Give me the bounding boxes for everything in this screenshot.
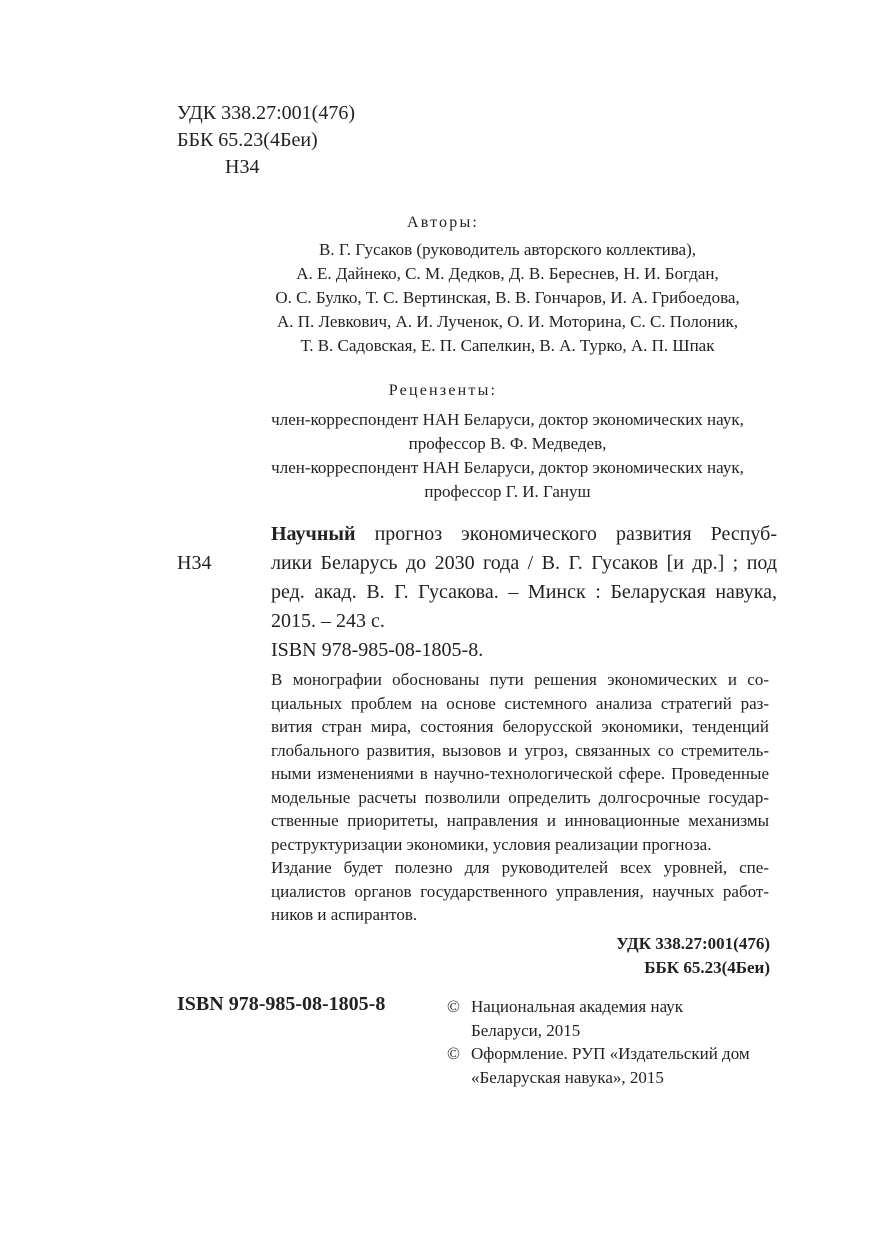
copyright-line: Беларуси, 2015 <box>471 1020 581 1040</box>
annotation-line: ственные приоритеты, направления и инновационные механизмы <box>271 811 769 830</box>
authors-heading: Авторы: <box>406 214 480 231</box>
bibliographic-description <box>271 520 777 636</box>
copyright-line: Национальная академия наук <box>471 997 684 1016</box>
footer-classification-codes <box>616 932 770 980</box>
annotation <box>271 668 769 927</box>
authors-list <box>140 238 875 358</box>
copyright-icon: © <box>447 1044 460 1063</box>
udk-code: УДК 338.27:001(476) <box>177 102 355 124</box>
footer-udk: УДК 338.27:001(476) <box>616 934 770 953</box>
author-line: А. Е. Дайнеко, С. М. Дедков, Д. В. Береснев, Н. И. Богдан, <box>296 264 719 283</box>
title-rest: прогноз экономического развития Респуб- <box>374 523 777 545</box>
bib-line-2: лики Беларусь до 2030 года / В. Г. Гусаков [и др.] ; под <box>271 552 777 574</box>
reviewer-line: профессор Г. И. Гануш <box>424 482 591 501</box>
author-line: А. П. Левкович, А. И. Лученок, О. И. Моторина, С. С. Полоник, <box>276 312 739 331</box>
author-line: О. С. Булко, Т. С. Вертинская, В. В. Гончаров, И. А. Грибоедова, <box>275 288 740 307</box>
bib-line-4: 2015. – 243 с. <box>271 610 385 632</box>
classification-codes <box>177 100 355 181</box>
annotation-line: глобального развития, вызовов и угроз, связанных со стремитель- <box>271 740 769 760</box>
reviewers-list <box>140 408 875 504</box>
annotation-line: В монографии обоснованы пути решения экономических и со- <box>271 670 769 689</box>
annotation-line: циальных проблем на основе системного анализа стратегий раз- <box>271 693 769 713</box>
catalog-isbn: ISBN 978-985-08-1805-8. <box>271 639 484 661</box>
catalog-author-mark: Н34 <box>177 552 212 574</box>
isbn-bold: ISBN 978-985-08-1805-8 <box>177 993 386 1015</box>
annotation-line: ными изменениями в научно-технологической сфере. Проведенные <box>271 764 769 783</box>
copyright-design <box>447 1042 750 1089</box>
copyright-line: Оформление. РУП «Издательский дом <box>471 1044 750 1063</box>
bbk-code: ББК 65.23(4Беи) <box>177 129 318 151</box>
annotation-paragraph-2 <box>271 856 769 927</box>
reviewer-line: профессор В. Ф. Медведев, <box>408 434 607 453</box>
footer-bbk: ББК 65.23(4Беи) <box>644 958 770 977</box>
bib-line-1 <box>271 520 777 549</box>
annotation-paragraph-1 <box>271 668 769 856</box>
reviewers-heading: Рецензенты: <box>388 382 498 399</box>
copyright-academy <box>447 995 750 1042</box>
reviewer-line: член-корреспондент НАН Беларуси, доктор экономических наук, <box>271 458 744 477</box>
copyright-line: «Беларуская навука», 2015 <box>471 1067 664 1087</box>
copyright-notices <box>447 995 750 1089</box>
annotation-line: модельные расчеты позволили определить долгосрочные государ- <box>271 787 769 807</box>
reviewer-line: член-корреспондент НАН Беларуси, доктор экономических наук, <box>271 410 744 429</box>
bib-line-3: ред. акад. В. Г. Гусакова. – Минск : Беларуская навука, <box>271 581 777 603</box>
copyright-text <box>471 995 683 1042</box>
author-mark: Н34 <box>225 156 260 178</box>
author-line: В. Г. Гусаков (руководитель авторского коллектива), <box>319 240 696 259</box>
copyright-text <box>471 1042 750 1089</box>
annotation-line: циалистов органов государственного управления, научных работ- <box>271 881 769 901</box>
annotation-line: реструктуризации экономики, условия реализации прогноза. <box>271 834 712 854</box>
title-bold-word: Научный <box>271 523 356 545</box>
annotation-line: Издание будет полезно для руководителей всех уровней, спе- <box>271 858 769 877</box>
author-line: Т. В. Садовская, Е. П. Сапелкин, В. А. Турко, А. П. Шпак <box>300 336 715 355</box>
annotation-line: ников и аспирантов. <box>271 905 418 924</box>
copyright-icon: © <box>447 997 460 1016</box>
annotation-line: вития стран мира, состояния белорусской экономики, тенденций <box>271 717 769 736</box>
